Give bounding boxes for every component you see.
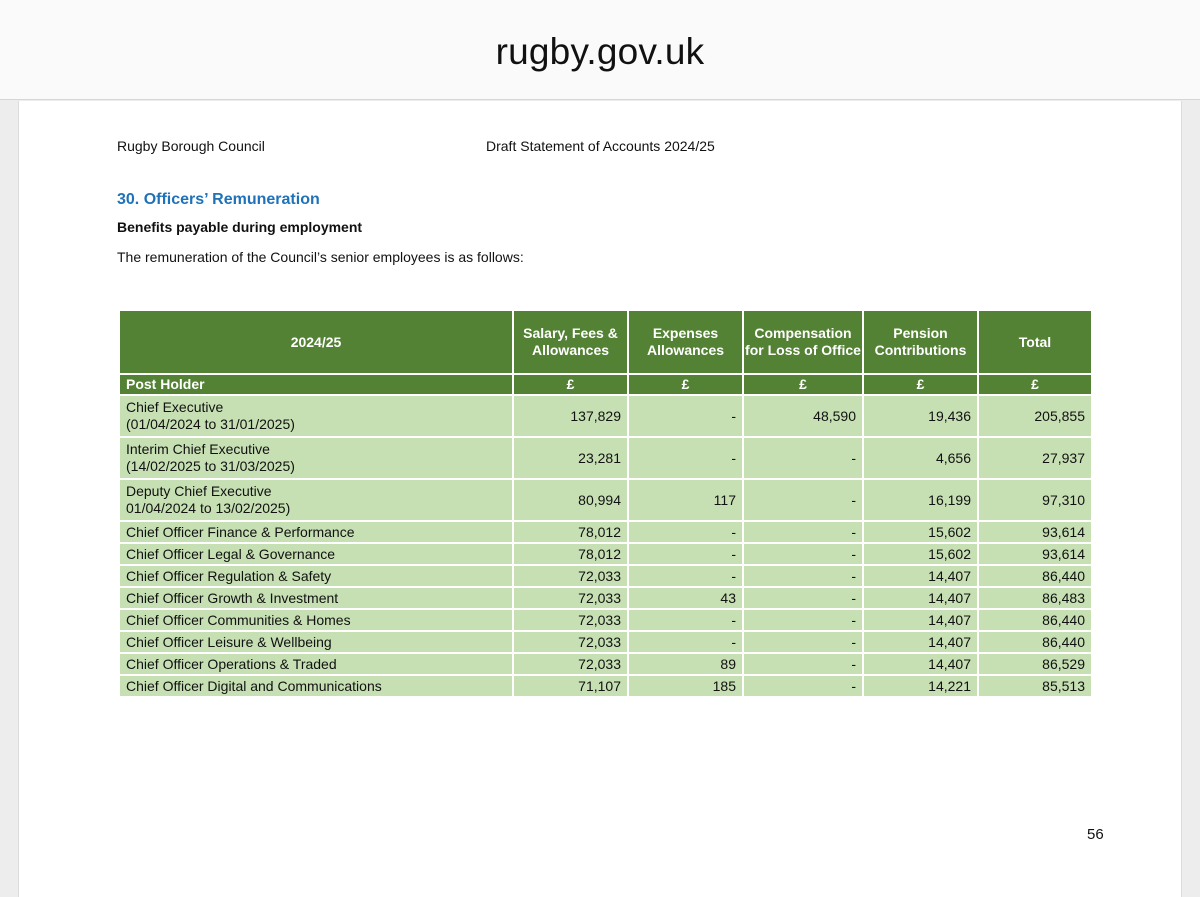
column-header-salary: Salary, Fees & Allowances xyxy=(513,310,628,374)
compensation-cell: - xyxy=(743,675,863,697)
salary-cell: 72,033 xyxy=(513,653,628,675)
remuneration-table xyxy=(118,309,1093,698)
salary-cell: 72,033 xyxy=(513,565,628,587)
expenses-cell: 89 xyxy=(628,653,743,675)
total-cell: 86,529 xyxy=(978,653,1092,675)
column-header-expenses: Expenses Allowances xyxy=(628,310,743,374)
table-row xyxy=(119,479,1092,521)
compensation-cell: - xyxy=(743,521,863,543)
pension-cell: 14,407 xyxy=(863,565,978,587)
table-row xyxy=(119,437,1092,479)
unit-salary: £ xyxy=(513,374,628,395)
column-header-pension: Pension Contributions xyxy=(863,310,978,374)
salary-cell: 72,033 xyxy=(513,587,628,609)
pension-cell: 14,407 xyxy=(863,631,978,653)
pension-cell: 4,656 xyxy=(863,437,978,479)
salary-cell: 137,829 xyxy=(513,395,628,437)
organisation-header: Rugby Borough Council xyxy=(117,138,265,154)
post-holder-name: Interim Chief Executive xyxy=(126,441,270,457)
salary-cell: 78,012 xyxy=(513,521,628,543)
total-cell: 86,440 xyxy=(978,565,1092,587)
total-cell: 27,937 xyxy=(978,437,1092,479)
total-cell: 93,614 xyxy=(978,521,1092,543)
post-holder-period: (01/04/2024 to 31/01/2025) xyxy=(126,416,295,432)
table-row xyxy=(119,653,1092,675)
pension-cell: 19,436 xyxy=(863,395,978,437)
expenses-cell: 185 xyxy=(628,675,743,697)
post-holder-name: Chief Officer Digital and Communications xyxy=(119,675,513,697)
table-row xyxy=(119,631,1092,653)
table-row xyxy=(119,587,1092,609)
document-page xyxy=(18,101,1182,897)
section-subtitle: Benefits payable during employment xyxy=(117,219,363,235)
post-holder-name: Deputy Chief Executive xyxy=(126,483,272,499)
pension-cell: 16,199 xyxy=(863,479,978,521)
table-row xyxy=(119,521,1092,543)
unit-pension: £ xyxy=(863,374,978,395)
post-holder-cell xyxy=(119,479,513,521)
total-cell: 97,310 xyxy=(978,479,1092,521)
expenses-cell: - xyxy=(628,609,743,631)
pension-cell: 14,407 xyxy=(863,587,978,609)
browser-address-bar[interactable] xyxy=(0,0,1200,100)
total-cell: 205,855 xyxy=(978,395,1092,437)
pension-cell: 14,407 xyxy=(863,609,978,631)
table-row xyxy=(119,675,1092,697)
expenses-cell: 117 xyxy=(628,479,743,521)
expenses-cell: - xyxy=(628,437,743,479)
post-holder-name: Chief Officer Growth & Investment xyxy=(119,587,513,609)
salary-cell: 71,107 xyxy=(513,675,628,697)
table-row xyxy=(119,609,1092,631)
post-holder-period: 01/04/2024 to 13/02/2025) xyxy=(126,500,291,516)
compensation-cell: - xyxy=(743,653,863,675)
compensation-cell: - xyxy=(743,479,863,521)
table-row xyxy=(119,565,1092,587)
compensation-cell: - xyxy=(743,587,863,609)
expenses-cell: 43 xyxy=(628,587,743,609)
compensation-cell: - xyxy=(743,609,863,631)
post-holder-header: Post Holder xyxy=(119,374,513,395)
column-header-total: Total xyxy=(978,310,1092,374)
salary-cell: 72,033 xyxy=(513,609,628,631)
unit-compensation: £ xyxy=(743,374,863,395)
expenses-cell: - xyxy=(628,543,743,565)
total-cell: 86,483 xyxy=(978,587,1092,609)
pension-cell: 14,221 xyxy=(863,675,978,697)
column-header-compensation: Compensation for Loss of Office xyxy=(743,310,863,374)
post-holder-cell xyxy=(119,437,513,479)
expenses-cell: - xyxy=(628,631,743,653)
domain-label: rugby.gov.uk xyxy=(495,30,705,72)
unit-expenses: £ xyxy=(628,374,743,395)
table-row xyxy=(119,543,1092,565)
post-holder-name: Chief Officer Regulation & Safety xyxy=(119,565,513,587)
post-holder-name: Chief Officer Communities & Homes xyxy=(119,609,513,631)
pension-cell: 15,602 xyxy=(863,521,978,543)
intro-text: The remuneration of the Council’s senior employees is as follows: xyxy=(117,249,524,265)
compensation-cell: - xyxy=(743,565,863,587)
compensation-cell: - xyxy=(743,631,863,653)
salary-cell: 78,012 xyxy=(513,543,628,565)
page-number: 56 xyxy=(1087,826,1104,843)
post-holder-name: Chief Executive xyxy=(126,399,224,415)
section-title: 30. Officers’ Remuneration xyxy=(117,191,320,208)
expenses-cell: - xyxy=(628,395,743,437)
salary-cell: 23,281 xyxy=(513,437,628,479)
compensation-cell: 48,590 xyxy=(743,395,863,437)
total-cell: 86,440 xyxy=(978,609,1092,631)
compensation-cell: - xyxy=(743,543,863,565)
pension-cell: 15,602 xyxy=(863,543,978,565)
pension-cell: 14,407 xyxy=(863,653,978,675)
document-title-header: Draft Statement of Accounts 2024/25 xyxy=(486,138,715,154)
post-holder-name: Chief Officer Leisure & Wellbeing xyxy=(119,631,513,653)
post-holder-name: Chief Officer Operations & Traded xyxy=(119,653,513,675)
compensation-cell: - xyxy=(743,437,863,479)
post-holder-name: Chief Officer Finance & Performance xyxy=(119,521,513,543)
total-cell: 93,614 xyxy=(978,543,1092,565)
salary-cell: 72,033 xyxy=(513,631,628,653)
unit-total: £ xyxy=(978,374,1092,395)
table-row xyxy=(119,395,1092,437)
year-header: 2024/25 xyxy=(119,310,513,374)
post-holder-cell xyxy=(119,395,513,437)
post-holder-period: (14/02/2025 to 31/03/2025) xyxy=(126,458,295,474)
total-cell: 86,440 xyxy=(978,631,1092,653)
expenses-cell: - xyxy=(628,521,743,543)
salary-cell: 80,994 xyxy=(513,479,628,521)
post-holder-name: Chief Officer Legal & Governance xyxy=(119,543,513,565)
expenses-cell: - xyxy=(628,565,743,587)
total-cell: 85,513 xyxy=(978,675,1092,697)
